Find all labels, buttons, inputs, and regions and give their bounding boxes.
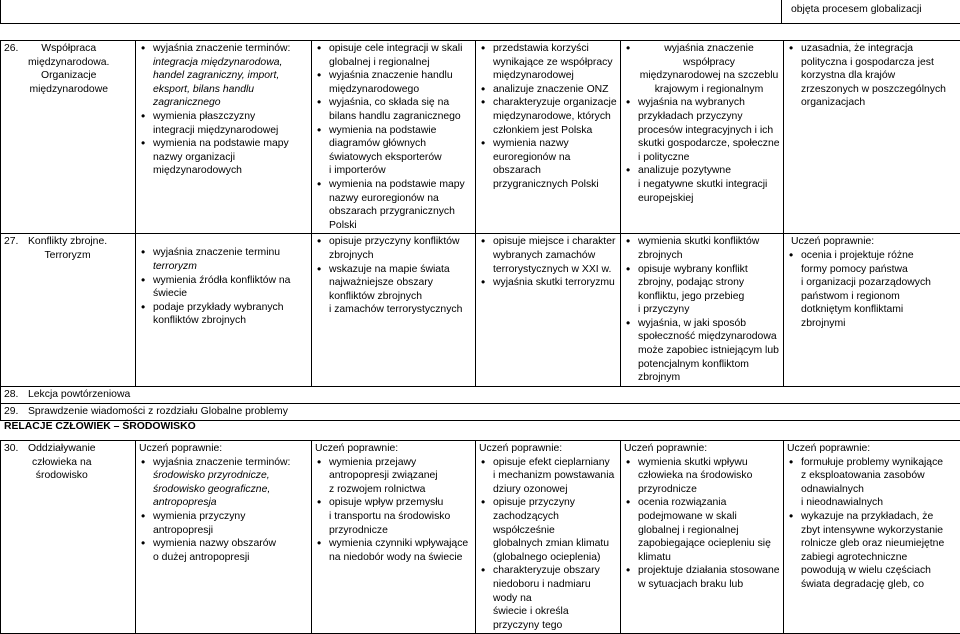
list-item: zagranicznego: [139, 96, 308, 110]
list-item: • wyjaśnia znaczenie handlu: [315, 69, 472, 83]
requirements-basic: [136, 441, 312, 634]
list-item: • wymienia przyczyny: [139, 510, 308, 524]
section-heading: RELACJE CZŁOWIEK – ŚRODOWISKO: [4, 420, 196, 434]
top-strip-table: [0, 0, 960, 24]
student-header: Uczeń poprawnie:: [479, 442, 617, 456]
list-item: • wyjaśnia znaczenie współpracy: [624, 42, 780, 69]
list-item: • ocenia rozwiązania: [624, 496, 780, 510]
list-item: odnawialnych: [787, 483, 958, 497]
table-row: [1, 441, 960, 634]
list-item: zbrojnym: [624, 371, 780, 385]
requirements-very-good: [621, 441, 784, 634]
list-item: dziury ozonowej: [479, 483, 617, 497]
list-item: • opisuje cele integracji w skali: [315, 42, 472, 56]
row-number: 30.: [4, 442, 28, 483]
list-item: świecie: [139, 287, 308, 301]
requirements-advanced: [476, 41, 621, 234]
list-item: procesów integracyjnych i ich: [624, 124, 780, 138]
list-item: • wymienia skutki konfliktów: [624, 235, 780, 249]
list-item: przygranicznych Polski: [479, 178, 617, 192]
list-item: • wyjaśnia, co składa się na: [315, 96, 472, 110]
list-item: • wyjaśnia znaczenie terminu: [139, 246, 308, 260]
table-row: [1, 403, 960, 420]
list-item: międzynarodowych: [139, 164, 308, 178]
list-item: skutki gospodarcze, społeczne: [624, 137, 780, 151]
requirements-excellent: [784, 41, 960, 234]
row-number: 29.: [4, 405, 28, 419]
list-item: zbrojnych: [315, 249, 472, 263]
list-item: międzynarodowego: [315, 83, 472, 97]
topic-title: [28, 442, 96, 483]
requirements-advanced: [476, 441, 621, 634]
list-item: przykładach przyczyny: [624, 110, 780, 124]
student-header: Uczeń poprawnie:: [624, 442, 780, 456]
list-item: • wymienia nazwy obszarów: [139, 537, 308, 551]
list-item: międzynarodowe, których: [479, 110, 617, 124]
list-item: globalnych zmian klimatu: [479, 537, 617, 551]
list-item: • wymienia przejawy: [315, 456, 472, 470]
list-item: • wymienia skutki wpływu: [624, 456, 780, 470]
topic-line: środowisko: [28, 469, 96, 483]
list-item: i negatywne skutki integracji: [624, 178, 780, 192]
list-item: • opisuje wpływ przemysłu: [315, 496, 472, 510]
list-item: zabiegi agrotechniczne: [787, 551, 958, 565]
list-item: Polski: [315, 219, 472, 233]
requirements-excellent: [784, 441, 960, 634]
lesson-title: Lekcja powtórzeniowa: [28, 388, 130, 402]
list-item: z eksploatowania zasobów: [787, 469, 958, 483]
list-item: i organizacji pozarządowych: [787, 276, 958, 290]
student-header: Uczeń poprawnie:: [787, 442, 958, 456]
requirements-very-good: [621, 234, 784, 387]
list-item: zbrojnych: [624, 249, 780, 263]
list-item: i importerów: [315, 164, 472, 178]
lesson-title: Sprawdzenie wiadomości z rozdziału Globalne problemy: [28, 405, 288, 419]
requirements-basic: [136, 41, 312, 234]
list-item: bilans handlu zagranicznego: [315, 110, 472, 124]
list-item: zachodzących współcześnie: [479, 510, 617, 537]
list-item: euroregionów na obszarach: [479, 151, 617, 178]
list-item: diagramów głównych: [315, 137, 472, 151]
list-item: krajowym i regionalnym: [624, 83, 780, 97]
topic-cell: [1, 234, 136, 387]
list-item: integracja międzynarodowa,: [139, 56, 308, 70]
list-item: nazwy organizacji: [139, 151, 308, 165]
topic-line: Współpraca: [28, 42, 109, 56]
list-item: eksport, bilans handlu: [139, 83, 308, 97]
list-item: • wskazuje na mapie świata: [315, 263, 472, 277]
row-number: 26.: [4, 42, 28, 96]
list-item: • wymienia czynniki wpływające: [315, 537, 472, 551]
list-item: zapobiegające ociepleniu się: [624, 537, 780, 551]
requirements-extended: [312, 441, 476, 634]
table-row: [1, 234, 960, 387]
list-item: • opisuje przyczyny: [479, 496, 617, 510]
list-item: • opisuje przyczyny konfliktów: [315, 235, 472, 249]
list-item: • uzasadnia, że integracja: [787, 42, 958, 56]
topic-line: międzynarodowa.: [28, 56, 109, 70]
list-item: konfliktów zbrojnych: [139, 314, 308, 328]
list-item: organizacjach: [787, 96, 958, 110]
list-item: człowieka na środowisko: [624, 469, 780, 483]
list-item: rolnicze gleb oraz nieumiejętne: [787, 537, 958, 551]
topic-title: [28, 42, 109, 96]
list-item: • opisuje wybrany konflikt: [624, 263, 780, 277]
review-row-cell: [1, 386, 960, 403]
list-item: członkiem jest Polska: [479, 124, 617, 138]
list-item: wynikające ze współpracy: [479, 56, 617, 70]
topic-cell: [1, 41, 136, 234]
list-item: • charakteryzuje obszary: [479, 564, 617, 578]
list-item: zbyt intensywne wykorzystanie: [787, 524, 958, 538]
list-item: (globalnego ocieplenia): [479, 551, 617, 565]
list-item: europejskiej: [624, 192, 780, 206]
list-item: zbrojnymi: [787, 317, 958, 331]
list-item: • wymienia na podstawie mapy: [139, 137, 308, 151]
list-item: • wyjaśnia skutki terroryzmu: [479, 276, 617, 290]
requirements-very-good: [621, 41, 784, 234]
list-item: o dużej antropopresji: [139, 551, 308, 565]
list-item: • analizuje znaczenie ONZ: [479, 83, 617, 97]
list-item: i mechanizm powstawania: [479, 469, 617, 483]
requirements-basic: [136, 234, 312, 387]
list-item: antropopresji: [139, 524, 308, 538]
topic-line: człowieka na: [28, 456, 96, 470]
list-item: w sytuacjach braku lub: [624, 578, 780, 592]
curriculum-table-1: [0, 40, 960, 421]
list-item: najważniejsze obszary: [315, 276, 472, 290]
list-item: klimatu: [624, 551, 780, 565]
student-header: Uczeń poprawnie:: [315, 442, 472, 456]
list-item: globalnej i regionalnej: [624, 524, 780, 538]
list-item: • formułuje problemy wynikające: [787, 456, 958, 470]
row-number: 27.: [4, 235, 28, 262]
list-item: polityczna i gospodarcza jest: [787, 56, 958, 70]
list-item: społeczność międzynarodowa: [624, 330, 780, 344]
topic-cell: [1, 441, 136, 634]
student-header: Uczeń poprawnie:: [139, 442, 308, 456]
list-item: • wymienia płaszczyzny: [139, 110, 308, 124]
list-item: integracji międzynarodowej: [139, 124, 308, 138]
list-item: świata degradację gleb, co: [787, 578, 958, 592]
curriculum-table-2: [0, 440, 960, 634]
table-row: [1, 41, 960, 234]
top-left-cell: [1, 0, 782, 24]
row-number: 28.: [4, 388, 28, 402]
list-item: korzystna dla krajów: [787, 69, 958, 83]
topic-title: [28, 235, 107, 262]
list-item: • wymienia na podstawie mapy: [315, 178, 472, 192]
list-item: potencjalnym konfliktom: [624, 358, 780, 372]
list-item: i zamachów terrorystycznych: [315, 303, 472, 317]
list-item: terrorystycznych w XXI w.: [479, 263, 617, 277]
topic-line: Konflikty zbrojne.: [28, 235, 107, 249]
list-item: • przedstawia korzyści: [479, 42, 617, 56]
list-item: świecie i określa przyczyny tego: [479, 605, 617, 632]
list-item: handel zagraniczny, import,: [139, 69, 308, 83]
list-item: • wymienia nazwy: [479, 137, 617, 151]
list-item: międzynarodowej: [479, 69, 617, 83]
list-item: obszarach przygranicznych: [315, 205, 472, 219]
list-item: antropopresja: [139, 496, 308, 510]
list-item: zbrojny, podając strony: [624, 276, 780, 290]
list-item: z rozwojem rolnictwa: [315, 483, 472, 497]
list-item: • projektuje działania stosowane: [624, 564, 780, 578]
list-item: • wymienia na podstawie: [315, 124, 472, 138]
list-item: • wyjaśnia, w jaki sposób: [624, 317, 780, 331]
list-item: i przyczyny: [624, 303, 780, 317]
list-item: międzynarodowej na szczeblu: [624, 69, 780, 83]
top-right-cell: objęta procesem globalizacji: [782, 0, 960, 24]
list-item: • charakteryzuje organizacje: [479, 96, 617, 110]
list-item: • wyjaśnia na wybranych: [624, 96, 780, 110]
list-item: • ocenia i projektuje różne: [787, 249, 958, 263]
student-header: Uczeń poprawnie:: [787, 235, 958, 249]
list-item: światowych eksporterów: [315, 151, 472, 165]
list-item: wybranych zamachów: [479, 249, 617, 263]
requirements-extended: [312, 234, 476, 387]
topic-line: Oddziaływanie: [28, 442, 96, 456]
list-item: • podaje przykłady wybranych: [139, 301, 308, 315]
list-item: • opisuje miejsce i charakter: [479, 235, 617, 249]
list-item: na niedobór wody na świecie: [315, 551, 472, 565]
list-item: formy pomocy państwa: [787, 263, 958, 277]
test-row-cell: [1, 403, 960, 420]
list-item: państwom i regionom: [787, 290, 958, 304]
list-item: • wyjaśnia znaczenie terminów:: [139, 42, 308, 56]
list-item: podejmowane w skali: [624, 510, 780, 524]
list-item: środowisko geograficzne,: [139, 483, 308, 497]
list-item: terroryzm: [139, 260, 308, 274]
list-item: konfliktu, jego przebieg: [624, 290, 780, 304]
topic-line: Terroryzm: [28, 249, 107, 263]
requirements-advanced: [476, 234, 621, 387]
list-item: i nieodnawialnych: [787, 496, 958, 510]
list-item: niedoboru i nadmiaru wody na: [479, 578, 617, 605]
list-item: powodują w wielu częściach: [787, 564, 958, 578]
list-item: • analizuje pozytywne: [624, 164, 780, 178]
list-item: i transportu na środowisko: [315, 510, 472, 524]
list-item: przyrodnicze: [315, 524, 472, 538]
list-item: • wyjaśnia znaczenie terminów:: [139, 456, 308, 470]
list-item: globalnej i regionalnej: [315, 56, 472, 70]
list-item: środowisko przyrodnicze,: [139, 469, 308, 483]
list-item: konfliktów zbrojnych: [315, 290, 472, 304]
topic-line: Organizacje: [28, 69, 109, 83]
table-row: [1, 386, 960, 403]
list-item: • opisuje efekt cieplarniany: [479, 456, 617, 470]
requirements-extended: [312, 41, 476, 234]
list-item: zrzeszonych w poszczególnych: [787, 83, 958, 97]
list-item: i polityczne: [624, 151, 780, 165]
requirements-excellent: [784, 234, 960, 387]
list-item: • wymienia źródła konfliktów na: [139, 274, 308, 288]
list-item: może zapobiec istniejącym lub: [624, 344, 780, 358]
list-item: nazwy euroregionów na: [315, 192, 472, 206]
list-item: dotkniętym konfliktami: [787, 303, 958, 317]
list-item: przyrodnicze: [624, 483, 780, 497]
topic-line: międzynarodowe: [28, 83, 109, 97]
list-item: • wykazuje na przykładach, że: [787, 510, 958, 524]
list-item: antropopresji związanej: [315, 469, 472, 483]
